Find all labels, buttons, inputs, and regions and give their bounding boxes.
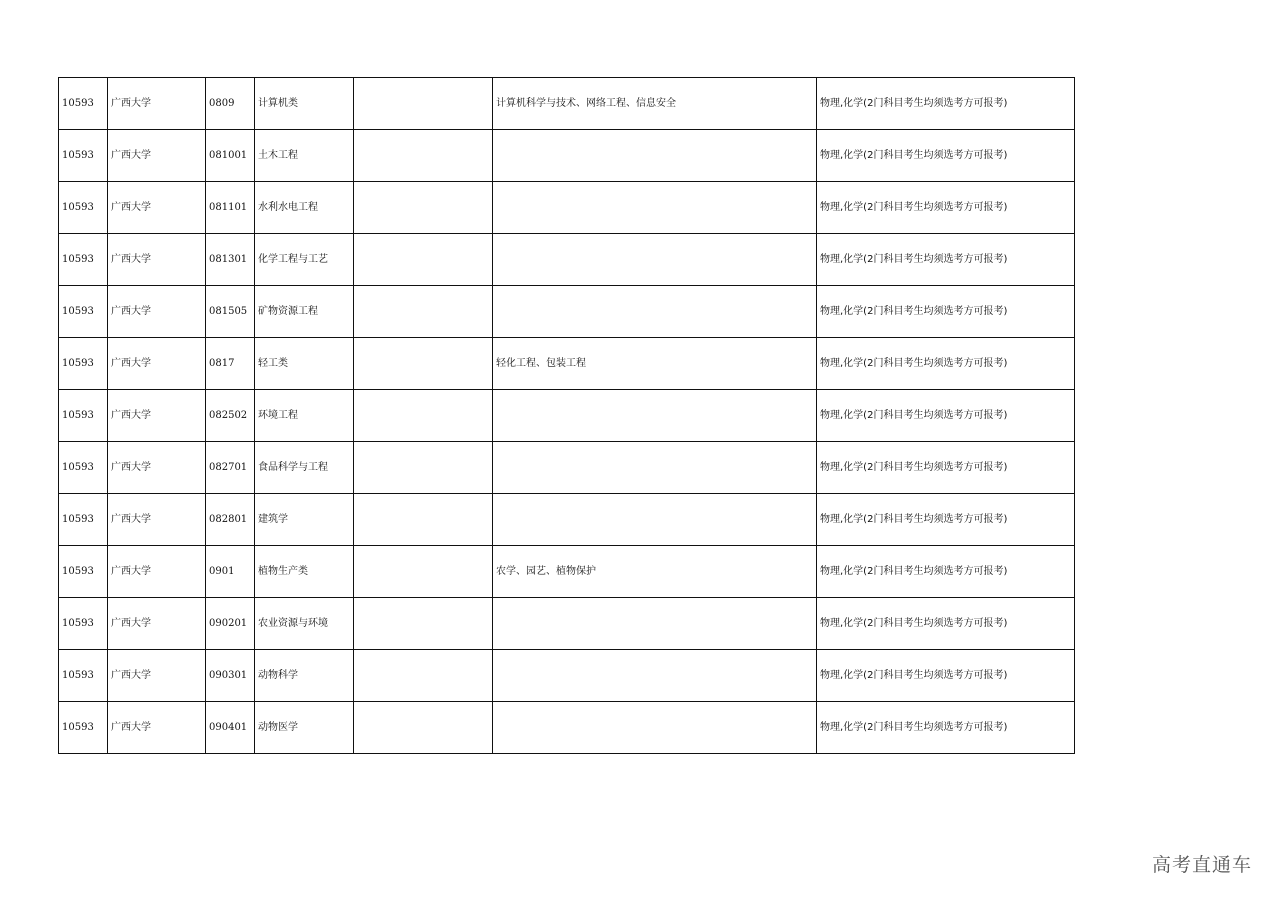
- major-name-cell: 矿物资源工程: [255, 286, 354, 338]
- included-majors-cell: 计算机科学与技术、网络工程、信息安全: [493, 78, 817, 130]
- table-row: [59, 494, 1075, 546]
- notes-cell: [354, 78, 493, 130]
- school-code-cell: 10593: [59, 702, 108, 754]
- school-name-cell: 广西大学: [108, 650, 206, 702]
- major-code-cell: 090201: [206, 598, 255, 650]
- subject-requirement-cell: 物理,化学(2门科目考生均须选考方可报考): [817, 494, 1075, 546]
- school-name-cell: 广西大学: [108, 130, 206, 182]
- subject-requirement-cell: 物理,化学(2门科目考生均须选考方可报考): [817, 234, 1075, 286]
- table-row: [59, 702, 1075, 754]
- included-majors-cell: [493, 234, 817, 286]
- notes-cell: [354, 130, 493, 182]
- school-code-cell: 10593: [59, 234, 108, 286]
- major-code-cell: 0901: [206, 546, 255, 598]
- table-row: [59, 78, 1075, 130]
- school-code-cell: 10593: [59, 546, 108, 598]
- major-name-cell: 环境工程: [255, 390, 354, 442]
- notes-cell: [354, 442, 493, 494]
- school-name-cell: 广西大学: [108, 494, 206, 546]
- notes-cell: [354, 494, 493, 546]
- major-code-cell: 082701: [206, 442, 255, 494]
- table-row: [59, 442, 1075, 494]
- subject-requirement-cell: 物理,化学(2门科目考生均须选考方可报考): [817, 702, 1075, 754]
- major-name-cell: 化学工程与工艺: [255, 234, 354, 286]
- major-code-cell: 081301: [206, 234, 255, 286]
- school-name-cell: 广西大学: [108, 78, 206, 130]
- table-row: [59, 390, 1075, 442]
- included-majors-cell: [493, 182, 817, 234]
- subject-requirement-cell: 物理,化学(2门科目考生均须选考方可报考): [817, 598, 1075, 650]
- notes-cell: [354, 598, 493, 650]
- school-name-cell: 广西大学: [108, 182, 206, 234]
- subject-requirement-cell: 物理,化学(2门科目考生均须选考方可报考): [817, 182, 1075, 234]
- school-code-cell: 10593: [59, 78, 108, 130]
- watermark-text: 高考直通车: [1151, 854, 1252, 876]
- included-majors-cell: [493, 390, 817, 442]
- major-name-cell: 农业资源与环境: [255, 598, 354, 650]
- notes-cell: [354, 650, 493, 702]
- school-name-cell: 广西大学: [108, 442, 206, 494]
- major-name-cell: 建筑学: [255, 494, 354, 546]
- major-name-cell: 食品科学与工程: [255, 442, 354, 494]
- subject-requirements-table: [58, 77, 1075, 754]
- table-row: [59, 598, 1075, 650]
- school-code-cell: 10593: [59, 650, 108, 702]
- school-name-cell: 广西大学: [108, 702, 206, 754]
- table-row: [59, 130, 1075, 182]
- table-row: [59, 286, 1075, 338]
- included-majors-cell: [493, 130, 817, 182]
- major-name-cell: 植物生产类: [255, 546, 354, 598]
- notes-cell: [354, 338, 493, 390]
- major-code-cell: 090301: [206, 650, 255, 702]
- subject-requirement-cell: 物理,化学(2门科目考生均须选考方可报考): [817, 650, 1075, 702]
- subject-requirement-cell: 物理,化学(2门科目考生均须选考方可报考): [817, 390, 1075, 442]
- school-code-cell: 10593: [59, 390, 108, 442]
- school-name-cell: 广西大学: [108, 234, 206, 286]
- school-code-cell: 10593: [59, 442, 108, 494]
- school-name-cell: 广西大学: [108, 286, 206, 338]
- subject-requirement-cell: 物理,化学(2门科目考生均须选考方可报考): [817, 130, 1075, 182]
- school-code-cell: 10593: [59, 598, 108, 650]
- subject-requirement-cell: 物理,化学(2门科目考生均须选考方可报考): [817, 286, 1075, 338]
- subject-requirement-cell: 物理,化学(2门科目考生均须选考方可报考): [817, 78, 1075, 130]
- major-code-cell: 081101: [206, 182, 255, 234]
- table-row: [59, 546, 1075, 598]
- table-row: [59, 338, 1075, 390]
- major-code-cell: 0817: [206, 338, 255, 390]
- major-name-cell: 计算机类: [255, 78, 354, 130]
- included-majors-cell: 农学、园艺、植物保护: [493, 546, 817, 598]
- school-name-cell: 广西大学: [108, 546, 206, 598]
- subject-requirement-cell: 物理,化学(2门科目考生均须选考方可报考): [817, 338, 1075, 390]
- subject-requirement-cell: 物理,化学(2门科目考生均须选考方可报考): [817, 546, 1075, 598]
- included-majors-cell: [493, 702, 817, 754]
- major-code-cell: 0809: [206, 78, 255, 130]
- table-row: [59, 182, 1075, 234]
- included-majors-cell: [493, 650, 817, 702]
- school-code-cell: 10593: [59, 130, 108, 182]
- school-code-cell: 10593: [59, 182, 108, 234]
- notes-cell: [354, 390, 493, 442]
- notes-cell: [354, 286, 493, 338]
- major-code-cell: 090401: [206, 702, 255, 754]
- school-code-cell: 10593: [59, 338, 108, 390]
- table-row: [59, 650, 1075, 702]
- school-name-cell: 广西大学: [108, 338, 206, 390]
- subject-requirement-cell: 物理,化学(2门科目考生均须选考方可报考): [817, 442, 1075, 494]
- notes-cell: [354, 234, 493, 286]
- school-code-cell: 10593: [59, 494, 108, 546]
- major-code-cell: 081001: [206, 130, 255, 182]
- major-name-cell: 土木工程: [255, 130, 354, 182]
- major-code-cell: 081505: [206, 286, 255, 338]
- major-name-cell: 水利水电工程: [255, 182, 354, 234]
- major-name-cell: 动物科学: [255, 650, 354, 702]
- school-name-cell: 广西大学: [108, 598, 206, 650]
- notes-cell: [354, 702, 493, 754]
- school-code-cell: 10593: [59, 286, 108, 338]
- table-row: [59, 234, 1075, 286]
- major-code-cell: 082801: [206, 494, 255, 546]
- included-majors-cell: 轻化工程、包装工程: [493, 338, 817, 390]
- notes-cell: [354, 182, 493, 234]
- notes-cell: [354, 546, 493, 598]
- major-code-cell: 082502: [206, 390, 255, 442]
- included-majors-cell: [493, 442, 817, 494]
- major-name-cell: 动物医学: [255, 702, 354, 754]
- table-body: [59, 78, 1075, 754]
- included-majors-cell: [493, 286, 817, 338]
- school-name-cell: 广西大学: [108, 390, 206, 442]
- major-name-cell: 轻工类: [255, 338, 354, 390]
- included-majors-cell: [493, 494, 817, 546]
- included-majors-cell: [493, 598, 817, 650]
